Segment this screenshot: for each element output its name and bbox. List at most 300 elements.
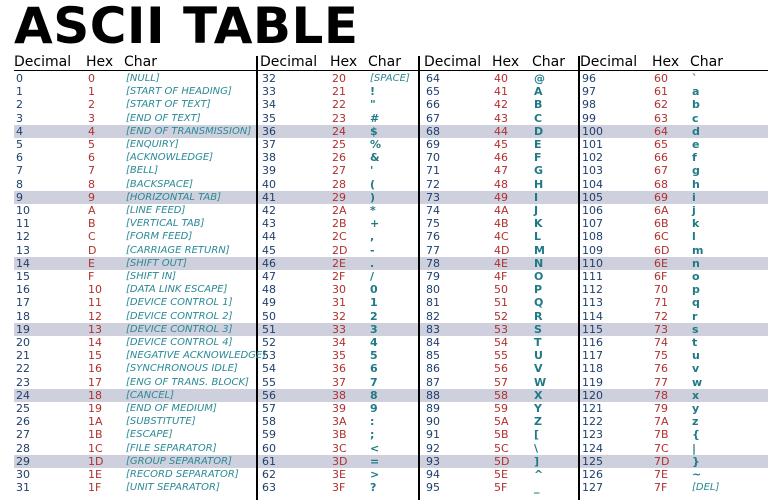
decimal-cell: 51	[262, 322, 276, 336]
hex-cell: 35	[332, 349, 346, 363]
hex-cell: 2D	[332, 243, 348, 257]
hex-cell: 65	[654, 138, 668, 151]
char-cell: h	[692, 177, 700, 191]
char-cell: @	[534, 72, 545, 85]
hex-cell: 78	[654, 388, 668, 402]
hex-cell: 73	[654, 322, 668, 336]
char-cell: +	[370, 217, 380, 231]
decimal-cell: 106	[582, 204, 603, 217]
char-cell: q	[692, 296, 700, 310]
header-char: Char	[532, 54, 565, 70]
char-cell: [HORIZONTAL TAB]	[126, 191, 221, 203]
decimal-cell: 108	[582, 230, 603, 244]
hex-cell: 6	[88, 151, 95, 165]
hex-cell: 58	[494, 388, 508, 402]
char-cell: [END OF TEXT]	[126, 112, 201, 124]
hex-cell: 14	[88, 336, 102, 349]
char-cell: [CARRIAGE RETURN]	[126, 244, 230, 256]
hex-cell: 71	[654, 296, 668, 310]
hex-cell: 74	[654, 336, 668, 349]
char-cell: [FILE SEPARATOR]	[126, 442, 217, 454]
decimal-cell: 6	[16, 151, 23, 165]
page-title: ASCII TABLE	[14, 0, 359, 55]
char-cell: )	[370, 190, 376, 204]
decimal-cell: 10	[16, 204, 30, 217]
char-cell: E	[534, 138, 542, 151]
char-cell: [CANCEL]	[126, 389, 174, 401]
hex-cell: 44	[494, 124, 508, 138]
hex-cell: 40	[494, 72, 508, 85]
char-cell: [SUBSTITUTE]	[126, 416, 196, 428]
decimal-cell: 94	[426, 468, 440, 481]
hex-cell: D	[88, 243, 97, 257]
char-cell: x	[692, 388, 700, 402]
hex-cell: 39	[332, 402, 346, 415]
hex-cell: 77	[654, 375, 668, 389]
hex-cell: 18	[88, 388, 102, 402]
hex-cell: 2B	[332, 217, 347, 231]
hex-cell: 15	[88, 349, 102, 363]
decimal-cell: 58	[262, 415, 276, 429]
char-cell: O	[534, 270, 544, 283]
decimal-cell: 75	[426, 217, 440, 231]
char-cell: ~	[692, 468, 702, 481]
hex-cell: 42	[494, 98, 508, 112]
char-cell: d	[692, 124, 700, 138]
decimal-cell: 107	[582, 217, 603, 231]
hex-cell: 57	[494, 375, 508, 389]
header-hex: Hex	[492, 54, 520, 70]
decimal-cell: 61	[262, 454, 276, 468]
char-cell: `	[692, 72, 698, 85]
decimal-cell: 116	[582, 336, 603, 349]
char-cell: [GROUP SEPARATOR]	[126, 455, 232, 467]
hex-cell: 10	[88, 283, 102, 297]
decimal-cell: 24	[16, 388, 30, 402]
hex-cell: 6F	[654, 270, 668, 283]
hex-cell: 2E	[332, 256, 346, 270]
header-underline	[14, 70, 768, 71]
char-cell: D	[534, 124, 544, 138]
char-cell: (	[370, 177, 376, 191]
char-cell: s	[692, 322, 699, 336]
char-cell: "	[370, 98, 376, 112]
char-cell: [START OF HEADING]	[126, 86, 232, 98]
decimal-cell: 85	[426, 349, 440, 363]
hex-cell: 79	[654, 402, 668, 415]
char-cell: 3	[370, 322, 378, 336]
char-cell: b	[692, 98, 700, 112]
char-cell: 2	[370, 309, 378, 323]
char-cell: [DEL]	[692, 482, 720, 494]
char-cell: z	[692, 415, 699, 429]
hex-cell: 72	[654, 309, 668, 323]
decimal-cell: 115	[582, 322, 603, 336]
decimal-cell: 59	[262, 428, 276, 442]
char-cell: u	[692, 349, 700, 363]
decimal-cell: 104	[582, 177, 603, 191]
column-divider	[256, 56, 258, 500]
hex-cell: 19	[88, 402, 102, 415]
hex-cell: 45	[494, 138, 508, 151]
hex-cell: 4C	[494, 230, 509, 244]
decimal-cell: 86	[426, 362, 440, 376]
char-cell: [LINE FEED]	[126, 205, 186, 216]
header-hex: Hex	[652, 54, 680, 70]
char-cell: A	[534, 85, 543, 99]
decimal-cell: 67	[426, 111, 440, 125]
hex-cell: 49	[494, 190, 508, 204]
hex-cell: 2A	[332, 204, 347, 217]
char-cell: V	[534, 362, 543, 376]
char-cell: _	[534, 481, 540, 495]
decimal-cell: 119	[582, 375, 603, 389]
hex-cell: 5D	[494, 454, 510, 468]
char-cell: ^	[534, 468, 544, 481]
char-cell: !	[370, 85, 376, 99]
decimal-cell: 105	[582, 190, 603, 204]
hex-cell: 52	[494, 309, 508, 323]
hex-cell: 30	[332, 283, 346, 297]
header-char: Char	[690, 54, 723, 70]
hex-cell: 75	[654, 349, 668, 363]
column-divider	[578, 56, 580, 500]
hex-cell: 8	[88, 177, 95, 191]
decimal-cell: 64	[426, 72, 440, 85]
hex-cell: 3A	[332, 415, 347, 429]
hex-cell: 25	[332, 138, 346, 151]
decimal-cell: 69	[426, 138, 440, 151]
hex-cell: 2F	[332, 270, 346, 283]
hex-cell: 1D	[88, 454, 104, 468]
hex-cell: 63	[654, 111, 668, 125]
decimal-cell: 45	[262, 243, 276, 257]
decimal-cell: 109	[582, 243, 603, 257]
decimal-cell: 39	[262, 164, 276, 178]
decimal-cell: 53	[262, 349, 276, 363]
decimal-cell: 80	[426, 283, 440, 297]
decimal-cell: 92	[426, 441, 440, 455]
hex-cell: 1C	[88, 441, 103, 455]
hex-cell: 6C	[654, 230, 669, 244]
char-cell: [DATA LINK ESCAPE]	[126, 284, 228, 296]
hex-cell: C	[88, 230, 96, 244]
hex-cell: 2	[88, 98, 95, 112]
decimal-cell: 111	[582, 270, 603, 283]
hex-cell: F	[88, 270, 95, 283]
char-cell: a	[692, 85, 700, 99]
decimal-cell: 101	[582, 138, 603, 151]
hex-cell: 46	[494, 151, 508, 165]
decimal-cell: 20	[16, 336, 30, 349]
decimal-cell: 46	[262, 256, 276, 270]
hex-cell: 0	[88, 72, 95, 85]
hex-cell: 16	[88, 362, 102, 376]
char-cell: |	[692, 441, 697, 455]
char-cell: [NULL]	[126, 73, 160, 84]
decimal-cell: 12	[16, 230, 30, 244]
decimal-cell: 0	[16, 72, 23, 85]
decimal-cell: 40	[262, 177, 276, 191]
hex-cell: 4A	[494, 204, 509, 217]
decimal-cell: 30	[16, 468, 30, 481]
hex-cell: 33	[332, 322, 346, 336]
hex-cell: 68	[654, 177, 668, 191]
char-cell: <	[370, 441, 380, 455]
char-cell: 4	[370, 336, 378, 349]
decimal-cell: 125	[582, 454, 603, 468]
char-cell: ;	[370, 428, 375, 442]
hex-cell: 7B	[654, 428, 669, 442]
char-cell: 5	[370, 349, 378, 363]
decimal-cell: 120	[582, 388, 603, 402]
decimal-cell: 35	[262, 111, 276, 125]
char-cell: X	[534, 388, 543, 402]
char-cell: *	[370, 204, 376, 217]
char-cell: [DEVICE CONTROL 4]	[126, 337, 233, 348]
hex-cell: 1	[88, 85, 95, 99]
char-cell: c	[692, 111, 699, 125]
char-cell: y	[692, 402, 700, 415]
decimal-cell: 102	[582, 151, 603, 165]
decimal-cell: 21	[16, 349, 30, 363]
decimal-cell: 121	[582, 402, 603, 415]
hex-cell: 3E	[332, 468, 346, 481]
char-cell: [ESCAPE]	[126, 429, 173, 441]
hex-cell: 6A	[654, 204, 669, 217]
char-cell: L	[534, 230, 542, 244]
hex-cell: A	[88, 204, 96, 217]
hex-cell: 24	[332, 124, 346, 138]
decimal-cell: 48	[262, 283, 276, 297]
hex-cell: 5B	[494, 428, 509, 442]
hex-cell: 12	[88, 309, 102, 323]
hex-cell: 7D	[654, 454, 670, 468]
decimal-cell: 72	[426, 177, 440, 191]
hex-cell: 7	[88, 164, 95, 178]
char-cell: o	[692, 270, 700, 283]
hex-cell: 4F	[494, 270, 508, 283]
decimal-cell: 118	[582, 362, 603, 376]
char-cell: S	[534, 322, 542, 336]
hex-cell: 55	[494, 349, 508, 363]
decimal-cell: 15	[16, 270, 30, 283]
char-cell: H	[534, 177, 544, 191]
char-cell: g	[692, 164, 700, 178]
hex-cell: 22	[332, 98, 346, 112]
header-hex: Hex	[330, 54, 358, 70]
char-cell: C	[534, 111, 543, 125]
char-cell: T	[534, 336, 542, 349]
decimal-cell: 52	[262, 336, 276, 349]
decimal-cell: 4	[16, 124, 23, 138]
decimal-cell: 63	[262, 481, 276, 495]
char-cell: B	[534, 98, 543, 112]
char-cell: [ENG OF TRANS. BLOCK]	[126, 376, 249, 388]
header-decimal: Decimal	[580, 54, 638, 70]
char-cell: p	[692, 283, 700, 297]
decimal-cell: 28	[16, 441, 30, 455]
decimal-cell: 97	[582, 85, 596, 99]
decimal-cell: 33	[262, 85, 276, 99]
decimal-cell: 2	[16, 98, 23, 112]
decimal-cell: 66	[426, 98, 440, 112]
decimal-cell: 89	[426, 402, 440, 415]
decimal-cell: 25	[16, 402, 30, 415]
decimal-cell: 124	[582, 441, 603, 455]
char-cell: f	[692, 151, 697, 165]
char-cell: U	[534, 349, 543, 363]
char-cell: I	[534, 190, 539, 204]
hex-cell: 66	[654, 151, 668, 165]
char-cell: {	[692, 428, 700, 442]
decimal-cell: 36	[262, 124, 276, 138]
char-cell: P	[534, 283, 543, 297]
char-cell: Q	[534, 296, 544, 310]
hex-cell: 6E	[654, 256, 668, 270]
char-cell: M	[534, 243, 545, 257]
char-cell: $	[370, 124, 378, 138]
char-cell: 0	[370, 283, 378, 297]
decimal-cell: 76	[426, 230, 440, 244]
hex-cell: 4B	[494, 217, 509, 231]
decimal-cell: 37	[262, 138, 276, 151]
hex-cell: 21	[332, 85, 346, 99]
decimal-cell: 81	[426, 296, 440, 310]
decimal-cell: 18	[16, 309, 30, 323]
decimal-cell: 7	[16, 164, 23, 178]
char-cell: ]	[534, 454, 540, 468]
hex-cell: 5F	[494, 481, 508, 495]
char-cell: i	[692, 190, 696, 204]
char-cell: Y	[534, 402, 542, 415]
hex-cell: 7C	[654, 441, 669, 455]
header-decimal: Decimal	[14, 54, 72, 70]
hex-cell: 28	[332, 177, 346, 191]
char-cell: :	[370, 415, 375, 429]
decimal-cell: 44	[262, 230, 276, 244]
hex-cell: 53	[494, 322, 508, 336]
decimal-cell: 91	[426, 428, 440, 442]
hex-cell: 26	[332, 151, 346, 165]
char-cell: v	[692, 362, 700, 376]
decimal-cell: 60	[262, 441, 276, 455]
decimal-cell: 126	[582, 468, 603, 481]
hex-cell: 59	[494, 402, 508, 415]
decimal-cell: 38	[262, 151, 276, 165]
char-cell: [END OF TRANSMISSION]	[126, 125, 252, 137]
char-cell: R	[534, 309, 543, 323]
decimal-cell: 3	[16, 111, 23, 125]
hex-cell: 60	[654, 72, 668, 85]
decimal-cell: 19	[16, 322, 30, 336]
ascii-table	[14, 56, 768, 500]
decimal-cell: 13	[16, 243, 30, 257]
char-cell: \	[534, 441, 539, 455]
decimal-cell: 26	[16, 415, 30, 429]
hex-cell: 2C	[332, 230, 347, 244]
header-hex: Hex	[86, 54, 114, 70]
hex-cell: 36	[332, 362, 346, 376]
char-cell: %	[370, 138, 382, 151]
char-cell: K	[534, 217, 543, 231]
char-cell: [BACKSPACE]	[126, 178, 194, 190]
char-cell: N	[534, 256, 544, 270]
char-cell: .	[370, 256, 375, 270]
decimal-cell: 43	[262, 217, 276, 231]
char-cell: m	[692, 243, 704, 257]
header-char: Char	[368, 54, 401, 70]
char-cell: &	[370, 151, 380, 165]
char-cell: >	[370, 468, 380, 481]
decimal-cell: 31	[16, 481, 30, 495]
hex-cell: 4D	[494, 243, 510, 257]
hex-cell: 48	[494, 177, 508, 191]
decimal-cell: 110	[582, 256, 603, 270]
decimal-cell: 17	[16, 296, 30, 310]
hex-cell: E	[88, 256, 95, 270]
char-cell: 8	[370, 388, 378, 402]
char-cell: j	[692, 204, 696, 217]
hex-cell: 3F	[332, 481, 346, 495]
char-cell: [NEGATIVE ACKNOWLEDGE]	[126, 350, 267, 362]
decimal-cell: 84	[426, 336, 440, 349]
char-cell: [BELL]	[126, 165, 159, 177]
hex-cell: 69	[654, 190, 668, 204]
decimal-cell: 32	[262, 72, 276, 85]
decimal-cell: 41	[262, 190, 276, 204]
char-cell: '	[370, 164, 374, 178]
char-cell: [SYNCHRONOUS IDLE]	[126, 363, 238, 375]
decimal-cell: 16	[16, 283, 30, 297]
hex-cell: 61	[654, 85, 668, 99]
hex-cell: 31	[332, 296, 346, 310]
decimal-cell: 77	[426, 243, 440, 257]
decimal-cell: 1	[16, 85, 23, 99]
hex-cell: 7A	[654, 415, 669, 429]
header-decimal: Decimal	[260, 54, 318, 70]
char-cell: W	[534, 375, 547, 389]
hex-cell: 56	[494, 362, 508, 376]
decimal-cell: 78	[426, 256, 440, 270]
char-cell: [	[534, 428, 540, 442]
char-cell: [ACKNOWLEDGE]	[126, 152, 214, 164]
decimal-cell: 22	[16, 362, 30, 376]
char-cell: [ENQUIRY]	[126, 139, 179, 150]
char-cell: t	[692, 336, 698, 349]
decimal-cell: 68	[426, 124, 440, 138]
char-cell: [SPACE]	[370, 73, 410, 84]
char-cell: 6	[370, 362, 378, 376]
hex-cell: 1A	[88, 415, 103, 429]
hex-cell: 7E	[654, 468, 668, 481]
decimal-cell: 57	[262, 402, 276, 415]
hex-cell: 7F	[654, 481, 668, 495]
decimal-cell: 123	[582, 428, 603, 442]
char-cell: }	[692, 454, 700, 468]
decimal-cell: 114	[582, 309, 603, 323]
char-cell: k	[692, 217, 700, 231]
char-cell: n	[692, 256, 700, 270]
char-cell: Z	[534, 415, 542, 429]
hex-cell: 3B	[332, 428, 347, 442]
hex-cell: 70	[654, 283, 668, 297]
char-cell: ,	[370, 230, 375, 244]
hex-cell: 3C	[332, 441, 347, 455]
hex-cell: 6D	[654, 243, 670, 257]
decimal-cell: 96	[582, 72, 596, 85]
decimal-cell: 93	[426, 454, 440, 468]
